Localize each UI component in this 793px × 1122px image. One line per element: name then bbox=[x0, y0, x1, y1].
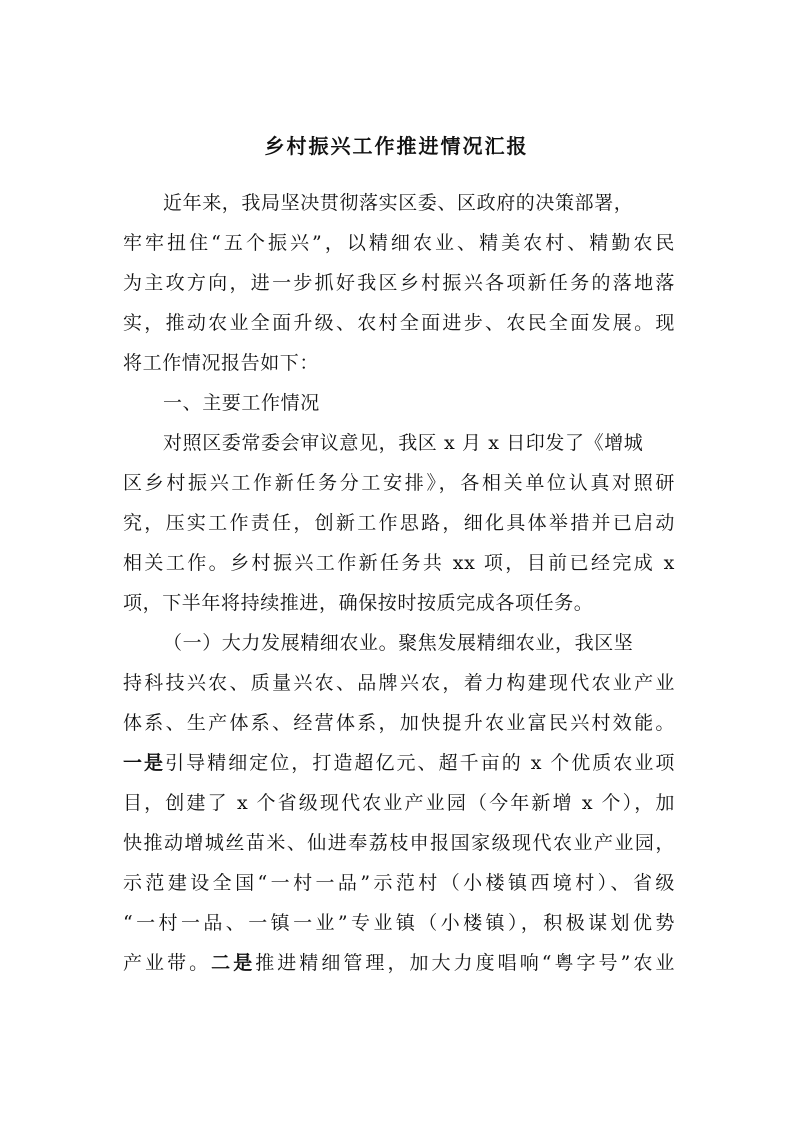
paragraph-line: 区乡村振兴工作新任务分工安排》，各相关单位认真对照研 bbox=[123, 472, 675, 494]
paragraph-line: 实，推动农业全面升级、农村全面进步、农民全面发展。现 bbox=[123, 312, 675, 334]
emphasis-second: 二是 bbox=[211, 952, 256, 974]
paragraph-line-text: 推进精细管理，加大力度唱响“粤字号”农业 bbox=[255, 952, 675, 974]
section-heading: 一、主要工作情况 bbox=[163, 392, 320, 414]
paragraph-line: 目，创建了 x 个省级现代农业产业园（今年新增 x 个），加 bbox=[123, 792, 675, 814]
paragraph-line: 持科技兴农、质量兴农、品牌兴农，着力构建现代农业产业 bbox=[123, 672, 675, 694]
paragraph-line: 示范建设全国“一村一品”示范村（小楼镇西境村）、省级 bbox=[123, 872, 675, 894]
paragraph-line-text: 产业带。 bbox=[123, 952, 212, 974]
paragraph-line: 为主攻方向，进一步抓好我区乡村振兴各项新任务的落地落 bbox=[123, 272, 675, 294]
subsection-heading-line: （一）大力发展精细农业。聚焦发展精细农业，我区坚 bbox=[163, 632, 634, 654]
paragraph-line: 牢牢扭住“五个振兴”，以精细农业、精美农村、精勤农民 bbox=[123, 232, 675, 254]
paragraph-line: 近年来，我局坚决贯彻落实区委、区政府的决策部署， bbox=[163, 192, 634, 214]
paragraph-line: 体系、生产体系、经营体系，加快提升农业富民兴村效能。 bbox=[123, 712, 675, 734]
paragraph-line bbox=[123, 943, 675, 983]
paragraph-line: 项，下半年将持续推进，确保按时按质完成各项任务。 bbox=[123, 592, 594, 614]
document-body bbox=[123, 183, 675, 983]
paragraph-line: 快推动增城丝苗米、仙进奉荔枝申报国家级现代农业产业园， bbox=[123, 832, 675, 854]
emphasis-first: 一是 bbox=[123, 752, 166, 774]
paragraph-line: 究，压实工作责任，创新工作思路，细化具体举措并已启动 bbox=[123, 512, 675, 534]
paragraph-line: 将工作情况报告如下： bbox=[123, 352, 320, 374]
paragraph-line bbox=[123, 743, 675, 783]
paragraph-line: 对照区委常委会审议意见，我区 x 月 x 日印发了《增城 bbox=[163, 432, 644, 454]
paragraph-line: 相关工作。乡村振兴工作新任务共 xx 项，目前已经完成 x bbox=[123, 552, 675, 574]
document-title: 乡村振兴工作推进情况汇报 bbox=[264, 134, 529, 158]
paragraph-line: “一村一品、一镇一业”专业镇（小楼镇），积极谋划优势 bbox=[123, 912, 675, 934]
paragraph-line-text: 引导精细定位，打造超亿元、超千亩的 x 个优质农业项 bbox=[165, 752, 675, 774]
